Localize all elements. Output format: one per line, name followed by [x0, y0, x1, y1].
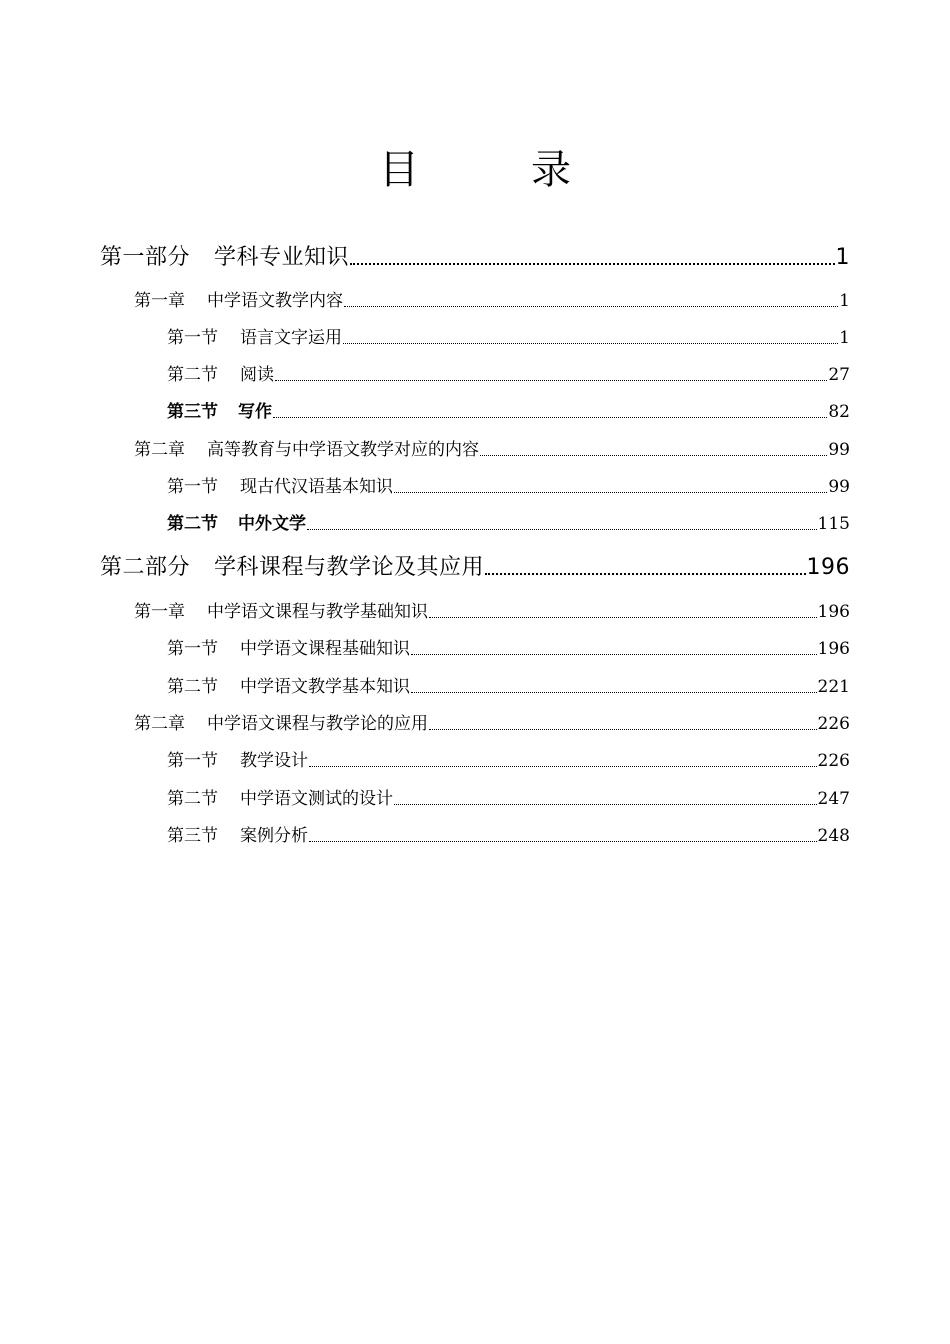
toc-page-number: 247 [817, 789, 850, 809]
toc-leader-dots [273, 417, 827, 418]
toc-leader-dots [343, 343, 838, 344]
toc-entry-part[interactable] [100, 240, 850, 271]
toc-entry-section[interactable] [167, 323, 850, 348]
toc-leader-dots [350, 263, 834, 265]
toc-entry-number: 第一章 [134, 291, 185, 311]
toc-leader-dots [394, 804, 817, 805]
toc-page-number: 99 [828, 440, 850, 460]
toc-entry-number: 第一节 [167, 751, 218, 771]
toc-entry-number: 第二部分 [100, 555, 191, 580]
toc-page-number: 248 [817, 826, 850, 846]
toc-page-number: 1 [839, 328, 850, 348]
toc-entry-title: 语言文字运用 [240, 328, 342, 348]
toc-entry-number: 第二节 [167, 789, 218, 809]
toc-entry-title: 高等教育与中学语文教学对应的内容 [207, 440, 479, 460]
toc-entry-title: 中学语文课程与教学基础知识 [207, 602, 428, 622]
toc-leader-dots [309, 841, 817, 842]
toc-entry-part[interactable] [100, 550, 850, 581]
toc-entry-title: 现古代汉语基本知识 [240, 477, 393, 497]
toc-entry-number: 第一节 [167, 639, 218, 659]
toc-page-number: 221 [817, 677, 850, 697]
toc-entry-section[interactable] [167, 509, 850, 534]
toc-entry-title: 案例分析 [240, 826, 308, 846]
toc-page-number: 1 [835, 245, 850, 270]
toc-entry-chapter[interactable] [134, 435, 850, 460]
toc-entry-number: 第二章 [134, 440, 185, 460]
toc-entry-title: 学科专业知识 [214, 245, 350, 270]
toc-entry-title: 中外文学 [238, 514, 306, 534]
toc-leader-dots [429, 729, 817, 730]
toc-leader-dots [309, 766, 817, 767]
toc-entry-number: 第三节 [167, 402, 218, 422]
page-title: 目 录 [379, 147, 607, 193]
toc-entry-number: 第三节 [167, 826, 218, 846]
toc-entry-title: 学科课程与教学论及其应用 [214, 555, 485, 580]
toc-entry-number: 第一节 [167, 328, 218, 348]
toc-entry-chapter[interactable] [134, 286, 850, 311]
toc-page-number: 226 [817, 714, 850, 734]
toc-page-number: 196 [806, 555, 850, 580]
toc-entry-section[interactable] [167, 397, 850, 422]
toc-page-number: 27 [828, 365, 850, 385]
toc-entry-title: 中学语文课程与教学论的应用 [207, 714, 428, 734]
toc-entry-title: 教学设计 [240, 751, 308, 771]
toc-leader-dots [307, 529, 817, 530]
toc-entry-number: 第二节 [167, 514, 218, 534]
toc-page-number: 196 [817, 602, 850, 622]
toc-entry-title: 中学语文测试的设计 [240, 789, 393, 809]
toc-entry-number: 第一节 [167, 477, 218, 497]
toc-entry-title: 写作 [238, 402, 272, 422]
toc-entry-title: 中学语文教学基本知识 [240, 677, 410, 697]
toc-entry-title: 阅读 [240, 365, 274, 385]
toc-entry-number: 第一章 [134, 602, 185, 622]
toc-entry-section[interactable] [167, 821, 850, 846]
toc-leader-dots [344, 306, 838, 307]
toc-entry-number: 第二章 [134, 714, 185, 734]
toc-entry-section[interactable] [167, 746, 850, 771]
toc-entry-chapter[interactable] [134, 709, 850, 734]
toc-entry-chapter[interactable] [134, 597, 850, 622]
toc-page-number: 82 [828, 402, 850, 422]
toc-page-number: 196 [817, 639, 850, 659]
toc-entry-title: 中学语文教学内容 [207, 291, 343, 311]
toc-leader-dots [411, 654, 817, 655]
toc-entry-section[interactable] [167, 784, 850, 809]
toc-entry-title: 中学语文课程基础知识 [240, 639, 410, 659]
toc-entry-number: 第一部分 [100, 245, 191, 270]
toc-leader-dots [480, 455, 827, 456]
toc-leader-dots [394, 492, 827, 493]
toc-leader-dots [411, 692, 817, 693]
toc-entry-section[interactable] [167, 360, 850, 385]
toc-page-number: 1 [839, 291, 850, 311]
toc-entry-section[interactable] [167, 672, 850, 697]
toc-leader-dots [275, 380, 827, 381]
toc-entry-section[interactable] [167, 634, 850, 659]
toc-page-number: 226 [817, 751, 850, 771]
toc-entry-section[interactable] [167, 472, 850, 497]
toc-entry-number: 第二节 [167, 365, 218, 385]
toc-page-number: 115 [817, 514, 850, 534]
toc-leader-dots [429, 617, 817, 618]
toc-page-number: 99 [828, 477, 850, 497]
toc-leader-dots [485, 573, 805, 575]
toc-entry-number: 第二节 [167, 677, 218, 697]
